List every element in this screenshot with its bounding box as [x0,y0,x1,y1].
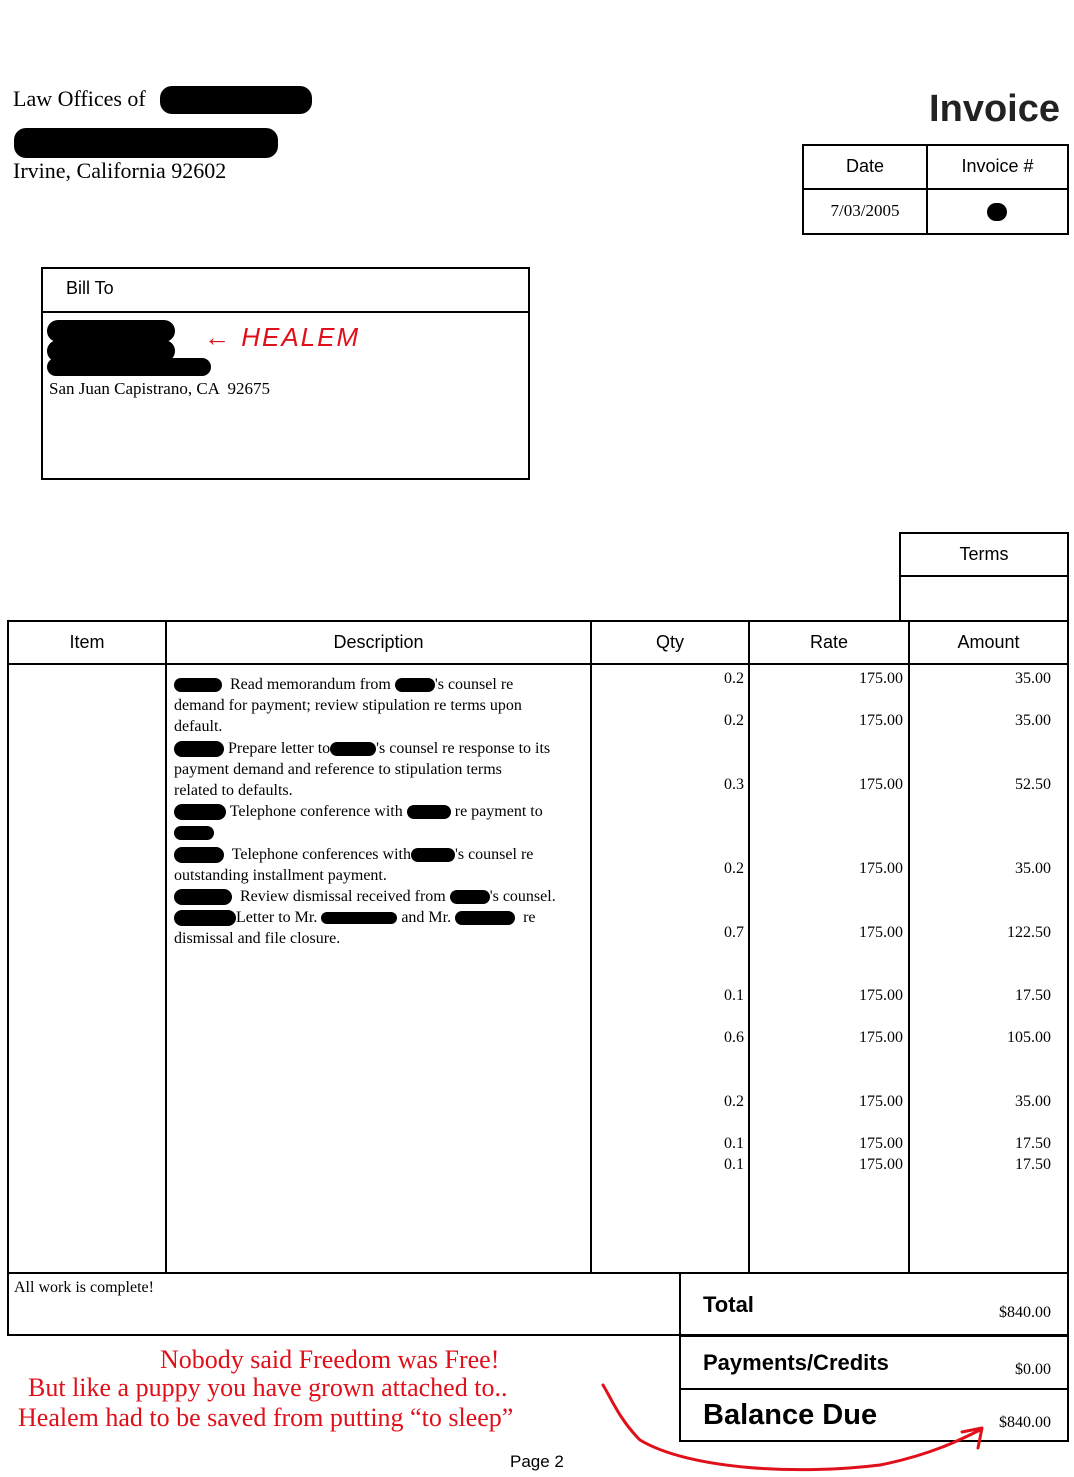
row-qty: 0.1 [724,1156,744,1173]
row-qty: 0.3 [724,776,744,793]
row-qty: 0.7 [724,924,744,941]
column-header-qty: Qty [655,632,684,652]
handwritten-note-line-2: But like a puppy you have grown attached to.. [28,1373,508,1402]
row-amount: 17.50 [1015,987,1051,1004]
divider [590,620,592,1273]
row-rate: 175.00 [859,1135,903,1152]
invoice-number-label: Invoice # [961,156,1034,176]
row-qty: 0.2 [724,712,744,729]
column-header-rate: Rate [809,632,849,652]
row-qty: 0.2 [724,670,744,687]
sender-name [13,86,146,112]
row-qty: 0.6 [724,1029,744,1046]
terms-label: Terms [959,544,1009,564]
description-entry-6: Letter to Mr. and Mr. re dismissal and file closure. [174,909,536,947]
divider [908,620,910,1273]
row-amount: 35.00 [1015,1093,1051,1110]
divider [679,1388,1069,1390]
row-qty: 0.2 [724,860,744,877]
total-label: Total [703,1292,754,1317]
redaction-mark [47,320,175,342]
payments-credits-value: $0.00 [1015,1361,1051,1378]
balance-due-label: Balance Due [703,1399,878,1431]
handwritten-note-line-3: Healem had to be saved from putting “to sleep” [18,1403,514,1432]
description-entry-5: Review dismissal received from 's counsel. [174,886,586,907]
description-entry-4: Telephone conferences with 's counsel re outstanding installment payment. [174,846,534,884]
row-amount: 17.50 [1015,1156,1051,1173]
divider [165,620,167,1273]
row-rate: 175.00 [859,924,903,941]
date-label: Date [845,156,885,176]
redaction-mark [47,358,211,376]
row-rate: 175.00 [859,1156,903,1173]
row-rate: 175.00 [859,1093,903,1110]
bill-to-label: Bill To [66,278,114,298]
row-amount: 105.00 [1007,1029,1051,1046]
redaction-mark [14,128,278,158]
divider [679,1335,1069,1337]
invoice-date: 7/03/2005 [830,201,900,220]
handwritten-note-line-1: Nobody said Freedom was Free! [160,1345,500,1374]
row-amount: 35.00 [1015,860,1051,877]
sender-city-line: Irvine, California 92602 [13,158,227,183]
bill-to-annotation: ← HEALEM [204,322,361,352]
description-entry-2: Prepare letter to 's counsel re response to its payment demand and reference to stipulation terms related to defaults. [174,740,551,799]
divider [802,188,1069,190]
total-value: $840.00 [999,1304,1051,1321]
invoice-title: Invoice [929,88,1060,130]
redaction-mark [160,86,312,114]
description-entry-1: Read memorandum from 's counsel re demand for payment; review stipulation re terms upon default. [174,676,522,735]
row-qty: 0.2 [724,1093,744,1110]
row-amount: 35.00 [1015,712,1051,729]
column-header-amount: Amount [957,632,1020,652]
row-rate: 175.00 [859,987,903,1004]
description-entry-3: Telephone conference with re payment to [174,801,586,843]
row-rate: 175.00 [859,670,903,687]
divider [748,620,750,1273]
column-header-description: Description [333,632,424,652]
row-rate: 175.00 [859,712,903,729]
divider [41,311,530,313]
row-rate: 175.00 [859,776,903,793]
divider [899,575,1069,577]
redaction-mark [987,203,1007,221]
sender-name-prefix: Law Offices of [13,86,146,111]
row-amount: 35.00 [1015,670,1051,687]
row-amount: 52.50 [1015,776,1051,793]
row-qty: 0.1 [724,1135,744,1152]
footer-note: All work is complete! [14,1279,154,1296]
page-label: Page 2 [510,1452,564,1471]
row-rate: 175.00 [859,1029,903,1046]
payments-credits-label: Payments/Credits [703,1350,889,1375]
bill-to-city-line: San Juan Capistrano, CA 92675 [49,379,270,398]
row-amount: 122.50 [1007,924,1051,941]
row-rate: 175.00 [859,860,903,877]
column-header-item: Item [69,632,105,652]
row-amount: 17.50 [1015,1135,1051,1152]
balance-due-value: $840.00 [999,1414,1051,1431]
row-qty: 0.1 [724,987,744,1004]
